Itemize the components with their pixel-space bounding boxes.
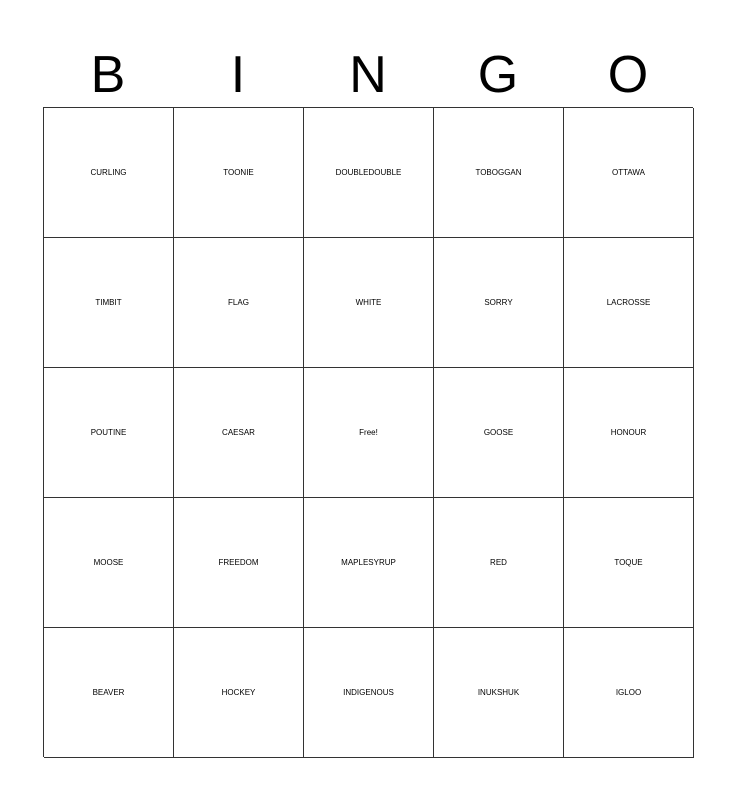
- bingo-cell[interactable]: INDIGENOUS: [304, 628, 434, 758]
- bingo-cell[interactable]: TOONIE: [174, 108, 304, 238]
- bingo-cell[interactable]: IGLOO: [564, 628, 694, 758]
- bingo-cell[interactable]: MOOSE: [44, 498, 174, 628]
- bingo-cell[interactable]: TOBOGGAN: [434, 108, 564, 238]
- header-letter-n: N: [349, 46, 387, 104]
- bingo-cell[interactable]: GOOSE: [434, 368, 564, 498]
- bingo-cell[interactable]: WHITE: [304, 238, 434, 368]
- bingo-cell[interactable]: CURLING: [44, 108, 174, 238]
- bingo-cell[interactable]: RED: [434, 498, 564, 628]
- bingo-cell[interactable]: HONOUR: [564, 368, 694, 498]
- bingo-cell[interactable]: FLAG: [174, 238, 304, 368]
- bingo-cell[interactable]: TIMBIT: [44, 238, 174, 368]
- header-letter-b: B: [90, 46, 126, 104]
- bingo-cell[interactable]: CAESAR: [174, 368, 304, 498]
- bingo-cell[interactable]: SORRY: [434, 238, 564, 368]
- bingo-cell[interactable]: HOCKEY: [174, 628, 304, 758]
- bingo-cell[interactable]: DOUBLEDOUBLE: [304, 108, 434, 238]
- bingo-cell[interactable]: LACROSSE: [564, 238, 694, 368]
- bingo-header: [43, 44, 693, 106]
- bingo-board: [43, 107, 693, 757]
- header-letter-g: G: [477, 46, 519, 104]
- header-letter-i: I: [230, 46, 246, 104]
- bingo-cell[interactable]: BEAVER: [44, 628, 174, 758]
- bingo-cell[interactable]: INUKSHUK: [434, 628, 564, 758]
- free-space-cell[interactable]: Free!: [304, 368, 434, 498]
- bingo-cell[interactable]: MAPLESYRUP: [304, 498, 434, 628]
- bingo-cell[interactable]: POUTINE: [44, 368, 174, 498]
- bingo-cell[interactable]: FREEDOM: [174, 498, 304, 628]
- header-letter-o: O: [607, 46, 649, 104]
- bingo-cell[interactable]: TOQUE: [564, 498, 694, 628]
- bingo-cell[interactable]: OTTAWA: [564, 108, 694, 238]
